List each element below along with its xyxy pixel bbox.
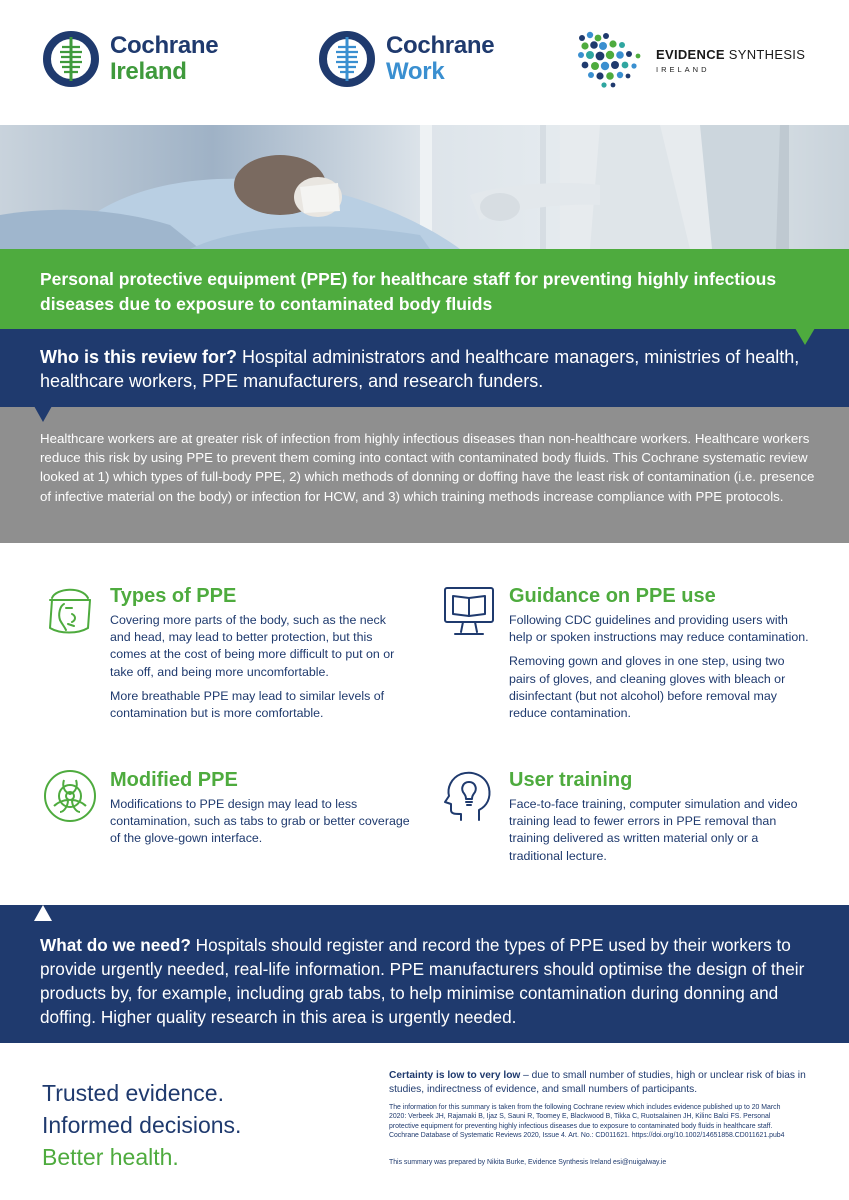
finding-paragraph: Following CDC guidelines and providing users with help or spoken instructions may reduce contamination.	[509, 613, 809, 645]
certainty-level: Certainty is low to very low	[389, 1070, 521, 1081]
audience-band-pointer	[34, 406, 52, 422]
need-band	[0, 905, 849, 1043]
esi-logo-wordmark	[656, 47, 805, 62]
source-citation: The information for this summary is taken from the following Cochrane review which includes evidence published up to 20 March 2020: Verbeek JH, Rajamaki B, Ijaz S, Sauni R, Toomey E, Blackwood B, Tikka C, Ruotsalainen JH, Kilinc Balci FS. Personal protective equipment for preventing highly infectious diseases due to exposure to contaminated body fluids in healthcare staff. Cochrane Database of Systematic Reviews 2020, Issue 4. Art. No.: CD011621. https://doi.org/10.1002/14651858.CD011621.pub4	[389, 1104, 785, 1139]
need-text	[40, 933, 820, 1029]
need-question: What do we need?	[40, 935, 191, 955]
cochrane-logo-icon	[318, 30, 376, 88]
finding-heading: Modified PPE	[110, 769, 238, 791]
finding-body	[509, 612, 809, 722]
header-logos	[0, 0, 849, 125]
evidence-synthesis-ireland-logo	[576, 30, 805, 90]
hero-photo	[0, 125, 849, 249]
finding-paragraph: Covering more parts of the body, such as the neck and head, may lead to better protection, but this comes at the cost of being more difficult to put on or take off, and being more uncomfortable.	[110, 613, 395, 679]
tagline-line-2: Informed decisions.	[42, 1112, 242, 1138]
logo-word-ireland: Ireland	[110, 58, 187, 85]
finding-paragraph: Removing gown and gloves in one step, using two pairs of gloves, and cleaning gloves with bleach or disinfectant (but not alcohol) before removal may reduce contamination.	[509, 654, 786, 721]
finding-heading: User training	[509, 769, 633, 791]
logo-word-work: Work	[386, 58, 445, 85]
logo-word-cochrane: Cochrane	[110, 32, 219, 59]
audience-question: Who is this review for?	[40, 347, 238, 367]
certainty-reason: – due to small number of studies, high or unclear risk of bias in studies, indirectness of evidence, and small numbers of participants.	[389, 1070, 806, 1095]
face-shield-icon	[42, 584, 98, 640]
audience-band	[0, 329, 849, 407]
computer-book-icon	[441, 584, 497, 640]
tagline	[42, 1077, 241, 1173]
need-band-pointer	[34, 905, 52, 921]
head-lightbulb-icon	[441, 768, 497, 824]
finding-body	[509, 796, 809, 865]
tagline-line-3: Better health.	[42, 1144, 179, 1170]
esi-logo-bold: EVIDENCE	[656, 46, 725, 62]
esi-logo-sub: IRELAND	[656, 64, 710, 74]
cochrane-logo-icon	[42, 30, 100, 88]
biohazard-icon	[42, 768, 98, 824]
cochrane-work-logo	[318, 30, 494, 88]
finding-paragraph: Modifications to PPE design may lead to less contamination, such as tabs to grab or better coverage of the glove-gown interface.	[110, 797, 410, 846]
page-title: Personal protective equipment (PPE) for healthcare staff for preventing highly infectious diseases due to exposure to contaminated body fluids	[40, 269, 777, 314]
logo-word-cochrane: Cochrane	[386, 32, 495, 59]
title-band	[0, 249, 849, 329]
finding-paragraph: Face-to-face training, computer simulation and video training lead to fewer errors in PPE removal than training delivered as written material only or a traditional lecture.	[509, 797, 798, 863]
need-answer: Hospitals should register and record the types of PPE used by their workers to provide urgently needed, real-life information. PPE manufacturers should optimise the design of their products by, for example, including grab tabs, to help minimise contamination during donning and doffing. Higher quality research in this area is urgently needed.	[40, 935, 805, 1027]
intro-band	[0, 407, 849, 543]
finding-heading: Types of PPE	[110, 585, 237, 607]
tagline-line-1: Trusted evidence.	[42, 1080, 224, 1106]
audience-answer: Hospital administrators and healthcare managers, ministries of health, healthcare workers, PPE manufacturers, and research funders.	[40, 347, 800, 391]
patient-care-illustration	[0, 125, 849, 249]
finding-body	[110, 612, 410, 722]
finding-heading: Guidance on PPE use	[509, 585, 716, 607]
title-band-pointer	[795, 328, 815, 345]
cochrane-ireland-logo	[42, 30, 218, 88]
certainty-statement	[389, 1069, 809, 1097]
dot-cluster-icon	[576, 30, 648, 90]
esi-logo-rest: SYNTHESIS	[724, 46, 806, 62]
audience-text	[40, 345, 830, 393]
intro-text: Healthcare workers are at greater risk of infection from highly infectious diseases than non-healthcare workers. Healthcare workers reduce this risk by using PPE to prevent them coming into contact with contaminated body fluids. This Cochrane systematic review looked at 1) which types of full-body PPE, 2) which methods of donning or doffing have the least risk of contamination (i.e. presence of infective material on the body) or infection for HCW, and 3) which training methods increase compliance with PPE protocols.	[40, 431, 815, 504]
finding-body	[110, 796, 410, 848]
finding-paragraph: More breathable PPE may lead to similar levels of contamination but is more comfortable.	[110, 688, 385, 721]
prepared-by: This summary was prepared by Nikita Burke, Evidence Synthesis Ireland esi@nuigalway.ie	[389, 1159, 667, 1166]
